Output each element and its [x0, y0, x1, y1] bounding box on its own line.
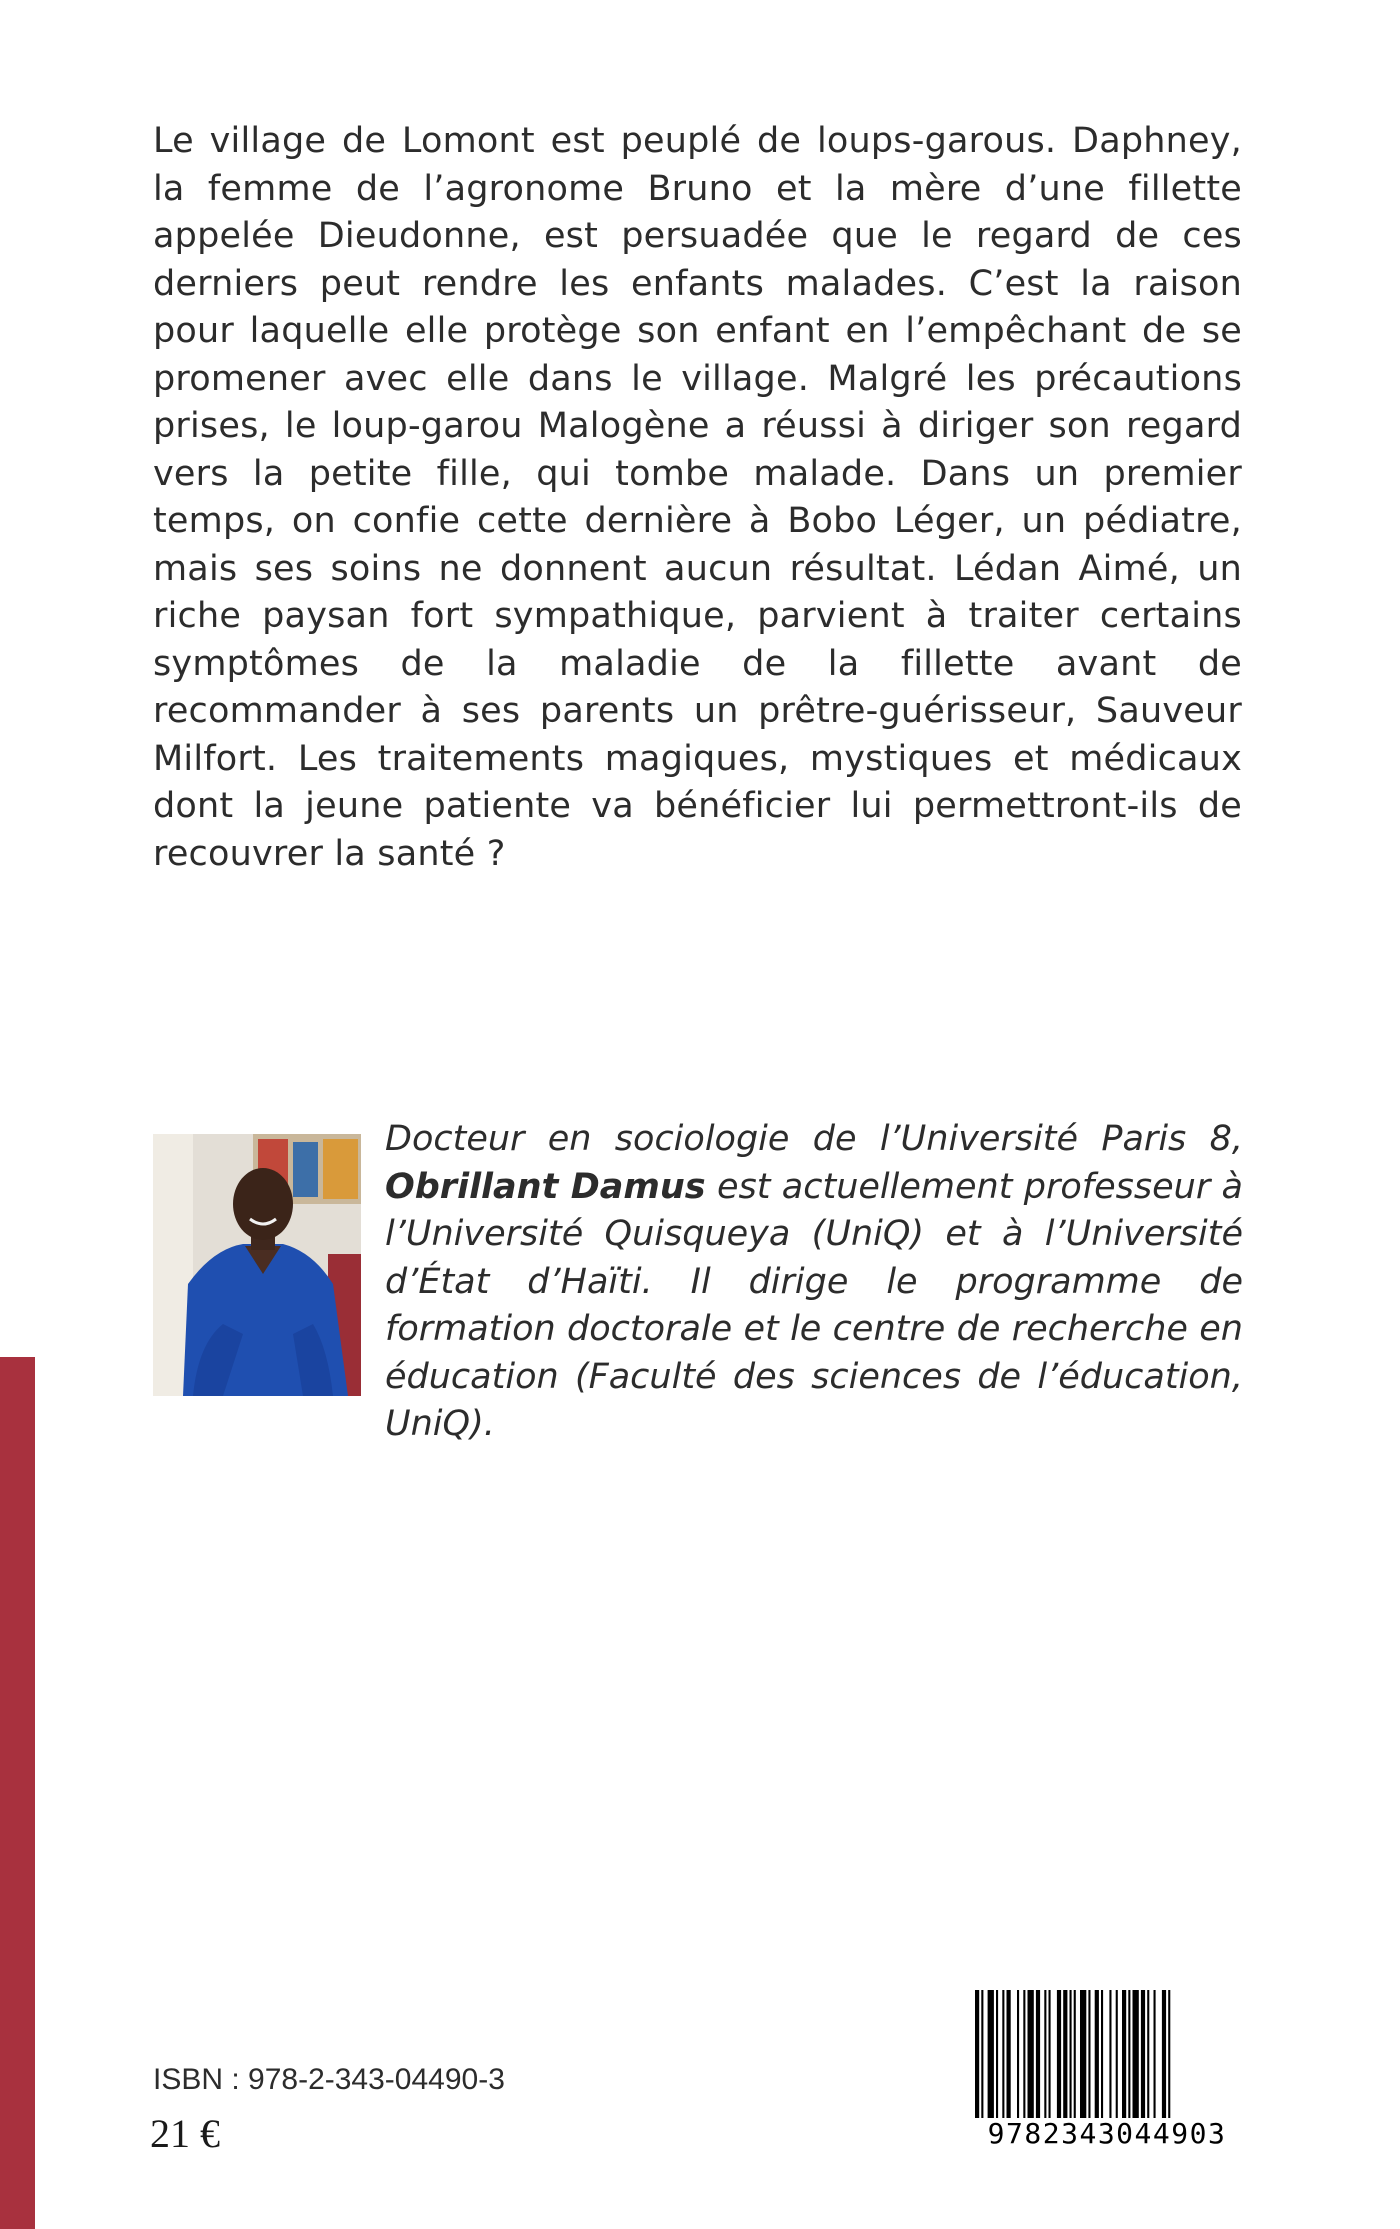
bio-rest: est actuellement professeur à l’Université Quisqueya (UniQ) et à l’Université d’État d’Haïti. Il dirige le programme de formation doctorale et le centre de recherche en éducation (Faculté des sciences de l’éducation, UniQ). [385, 1166, 1243, 1444]
barcode-bar [1168, 1990, 1170, 2118]
barcode-bar [1049, 1990, 1051, 2118]
bio-prefix: Docteur en sociologie de l’Université Paris 8, [385, 1119, 1243, 1159]
barcode-bar [1074, 1990, 1076, 2118]
book-blurb: Le village de Lomont est peuplé de loups-garous. Daphney, la femme de l’agronome Bruno et la mère d’une fillette appelée Dieudonne, est persuadée que le regard de ces derniers peut rendre les enfants malades. C’est la raison pour laquelle elle protège son enfant en l’empêchant de se promener avec elle dans le village. Malgré les précautions prises, le loup-garou Malogène a réussi à diriger son regard vers la petite fille, qui tombe malade. Dans un premier temps, on confie cette dernière à Bobo Léger, un pédiatre, mais ses soins ne donnent aucun résultat. Lédan Aimé, un riche paysan fort sympathique, parvient à traiter certains symptômes de la maladie de la fillette avant de recommander à ses parents un prêtre-guérisseur, Sauveur Milfort. Les traitements magiques, mystiques et médicaux dont la jeune patiente va bénéficier lui permettront-ils de recouvrer la santé ? [153, 121, 1242, 874]
barcode-bar [1154, 1990, 1156, 2118]
barcode-bar [1044, 1990, 1046, 2118]
barcode-number: 9782343044903 [971, 2118, 1243, 2150]
barcode-bar [1036, 1990, 1040, 2118]
isbn: ISBN : 978-2-343-04490-3 [153, 2063, 505, 2096]
barcode-bar [1002, 1990, 1004, 2118]
barcode-bar [1080, 1990, 1086, 2118]
barcode-bar [1147, 1990, 1149, 2118]
barcode-bar [996, 1990, 998, 2118]
barcode-bar [1057, 1990, 1061, 2118]
author-name: Obrillant Damus [385, 1166, 706, 1207]
author-photo [153, 1134, 361, 1396]
price: 21 € [150, 2111, 220, 2156]
barcode-bar [975, 1990, 979, 2118]
author-bio [385, 1116, 1243, 1449]
barcode-bar [1109, 1990, 1111, 2118]
barcode-bar [1122, 1990, 1126, 2118]
barcode-bar [981, 1990, 983, 2118]
barcode-bar [1028, 1990, 1034, 2118]
barcode-bar [1141, 1990, 1145, 2118]
barcode-bar [988, 1990, 994, 2118]
barcode-bar [1070, 1990, 1072, 2118]
barcode-bar [1116, 1990, 1118, 2118]
red-side-bar [0, 1357, 35, 2229]
barcode-bar [1088, 1990, 1090, 2118]
barcode-bar [1063, 1990, 1067, 2118]
barcode-bar [1101, 1990, 1103, 2118]
barcode-bar [1017, 1990, 1019, 2118]
barcode-bar [1133, 1990, 1139, 2118]
barcode-bar [1128, 1990, 1130, 2118]
barcode-bar [1007, 1990, 1011, 2118]
barcode-bar [1023, 1990, 1025, 2118]
barcode-bar [1095, 1990, 1099, 2118]
barcode-bar [1162, 1990, 1166, 2118]
